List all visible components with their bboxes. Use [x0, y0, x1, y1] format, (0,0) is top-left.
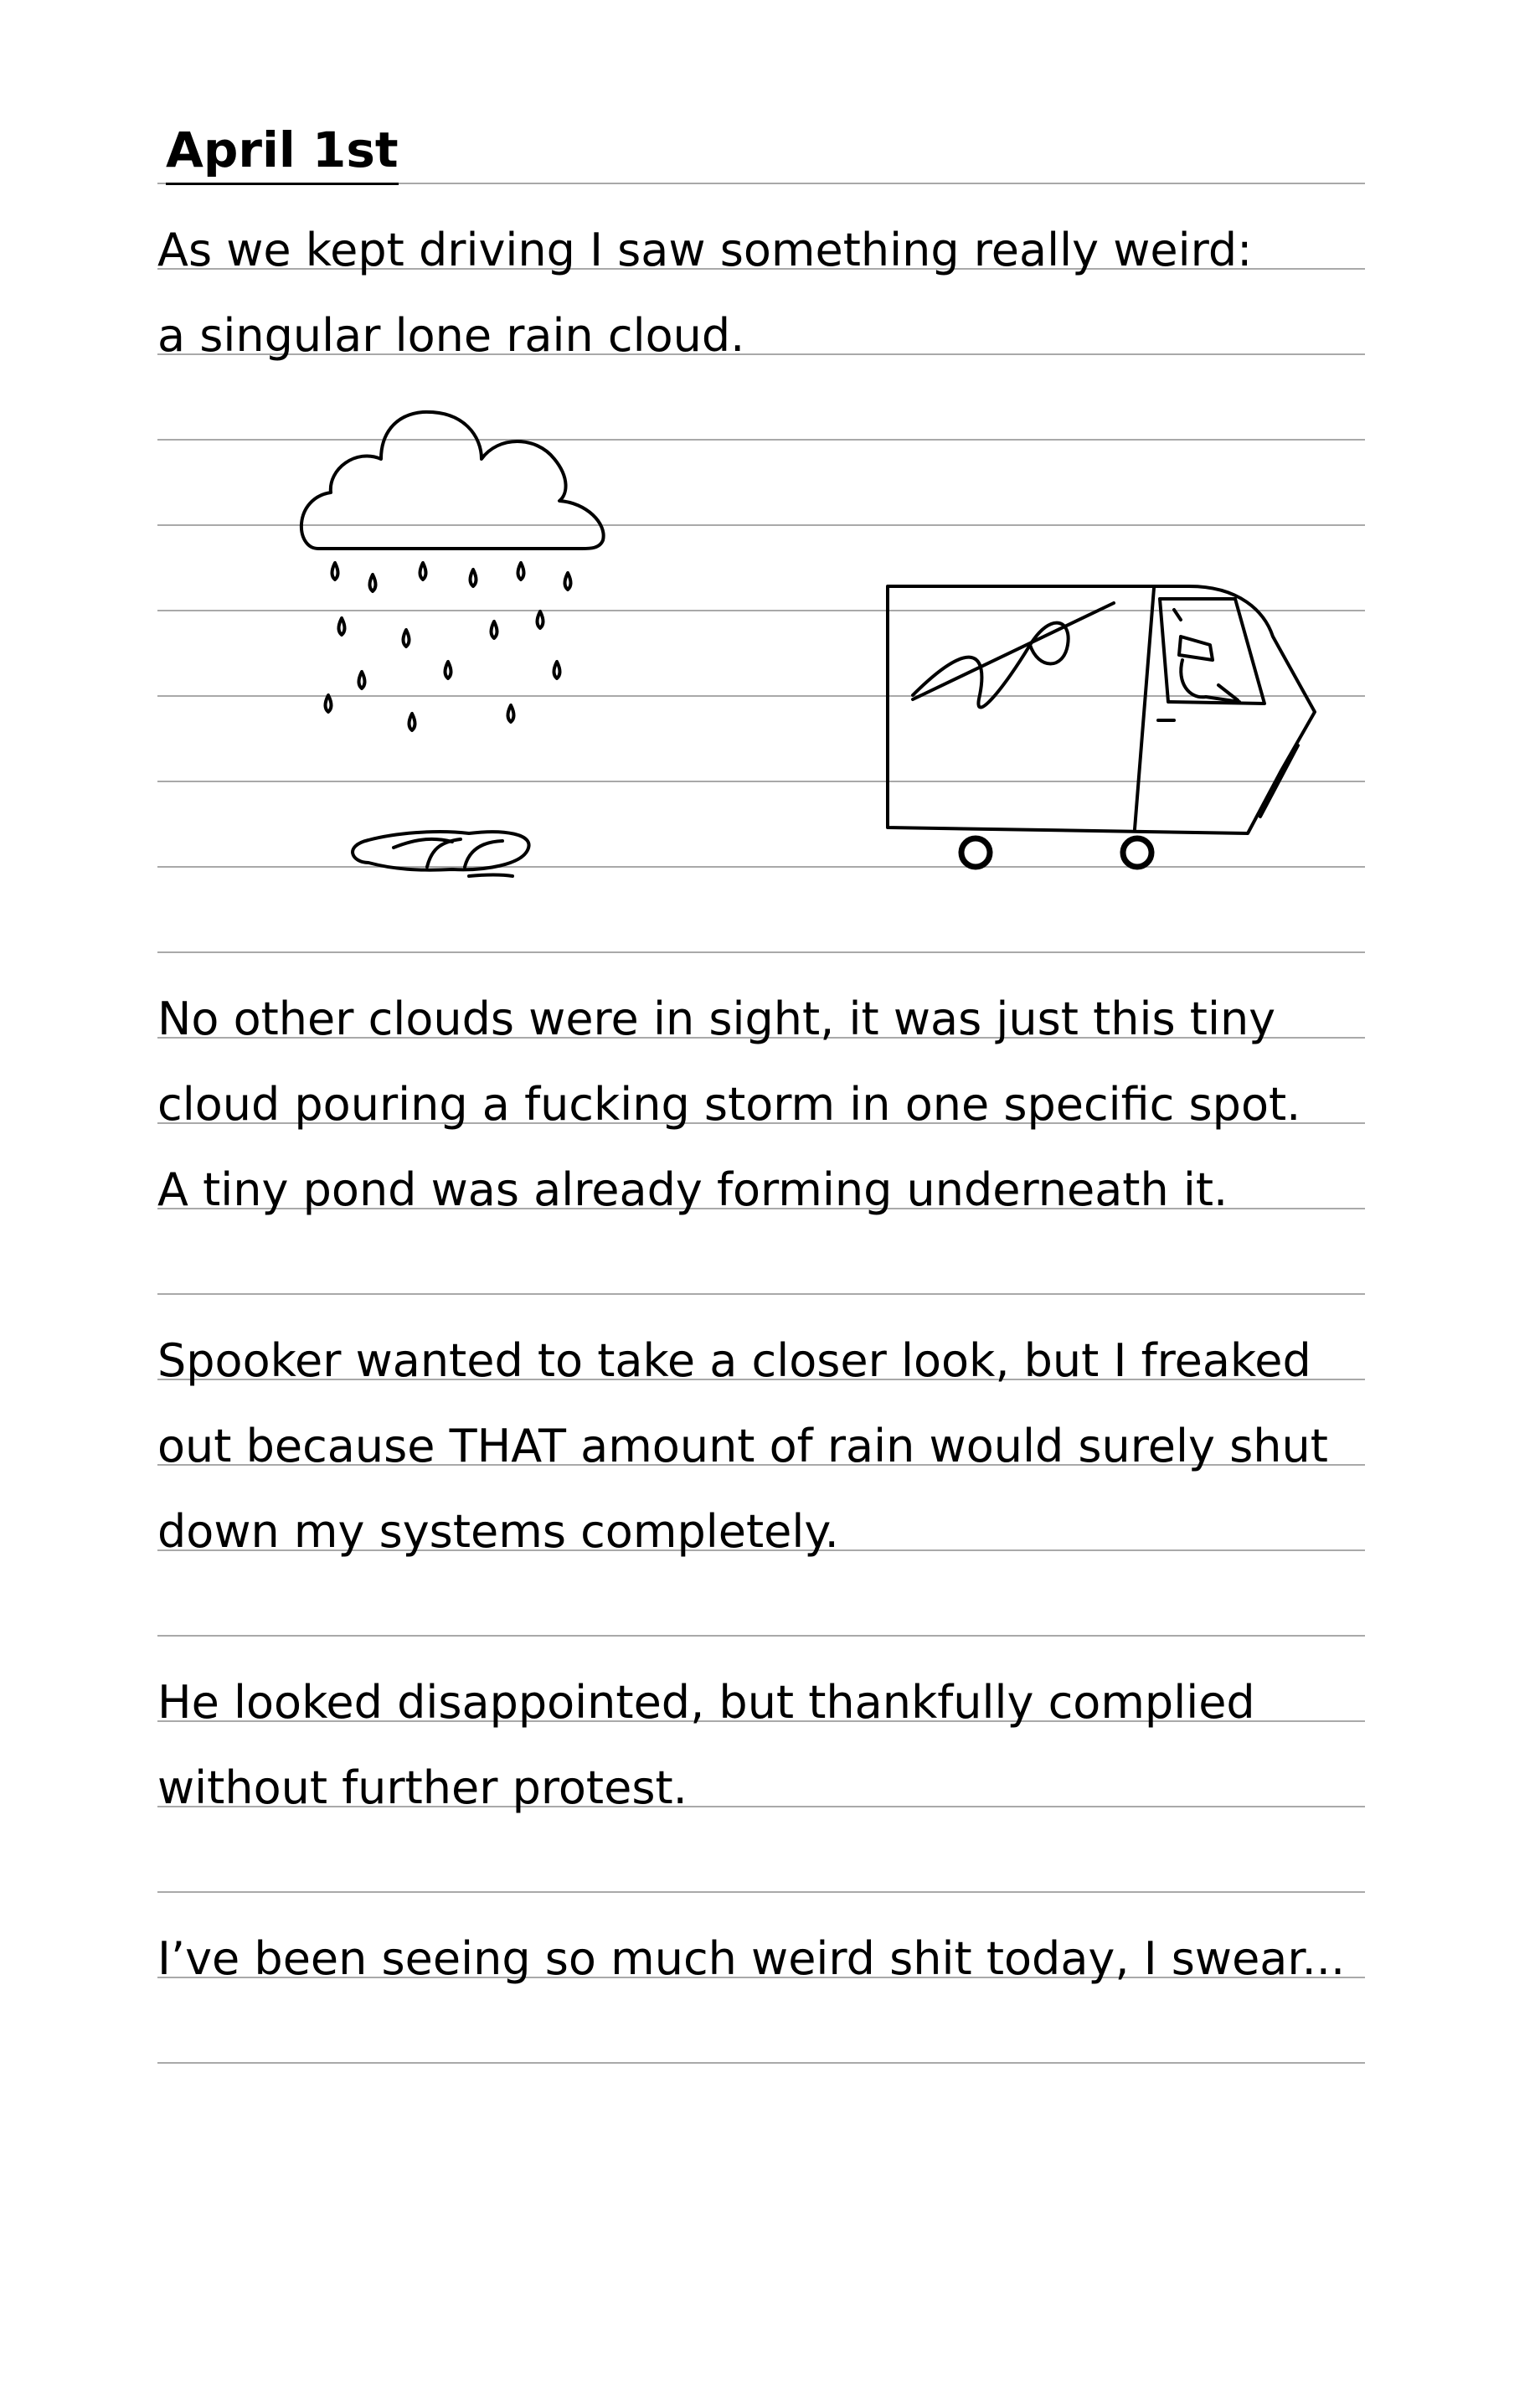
puddle-icon: [353, 832, 528, 876]
paragraph-3: Spooker wanted to take a closer look, but I freaked out because THAT amount of rain would surely shut down my systems completely.: [157, 1334, 1328, 1558]
paragraph-1: As we kept driving I saw something really weird: a singular lone rain cloud.: [157, 224, 1253, 362]
paragraph-2: No other clouds were in sight, it was just this tiny cloud pouring a fucking storm in one specific spot. A tiny pond was already forming underneath it.: [157, 992, 1301, 1216]
paragraph-4: He looked disappointed, but thankfully complied without further protest.: [157, 1676, 1255, 1814]
paragraph-5: I’ve been seeing so much weird shit today, I swear...: [157, 1932, 1346, 1985]
entry-date: April 1st: [166, 121, 399, 185]
rain-cloud-icon: [301, 412, 604, 730]
van-icon: [888, 586, 1315, 867]
